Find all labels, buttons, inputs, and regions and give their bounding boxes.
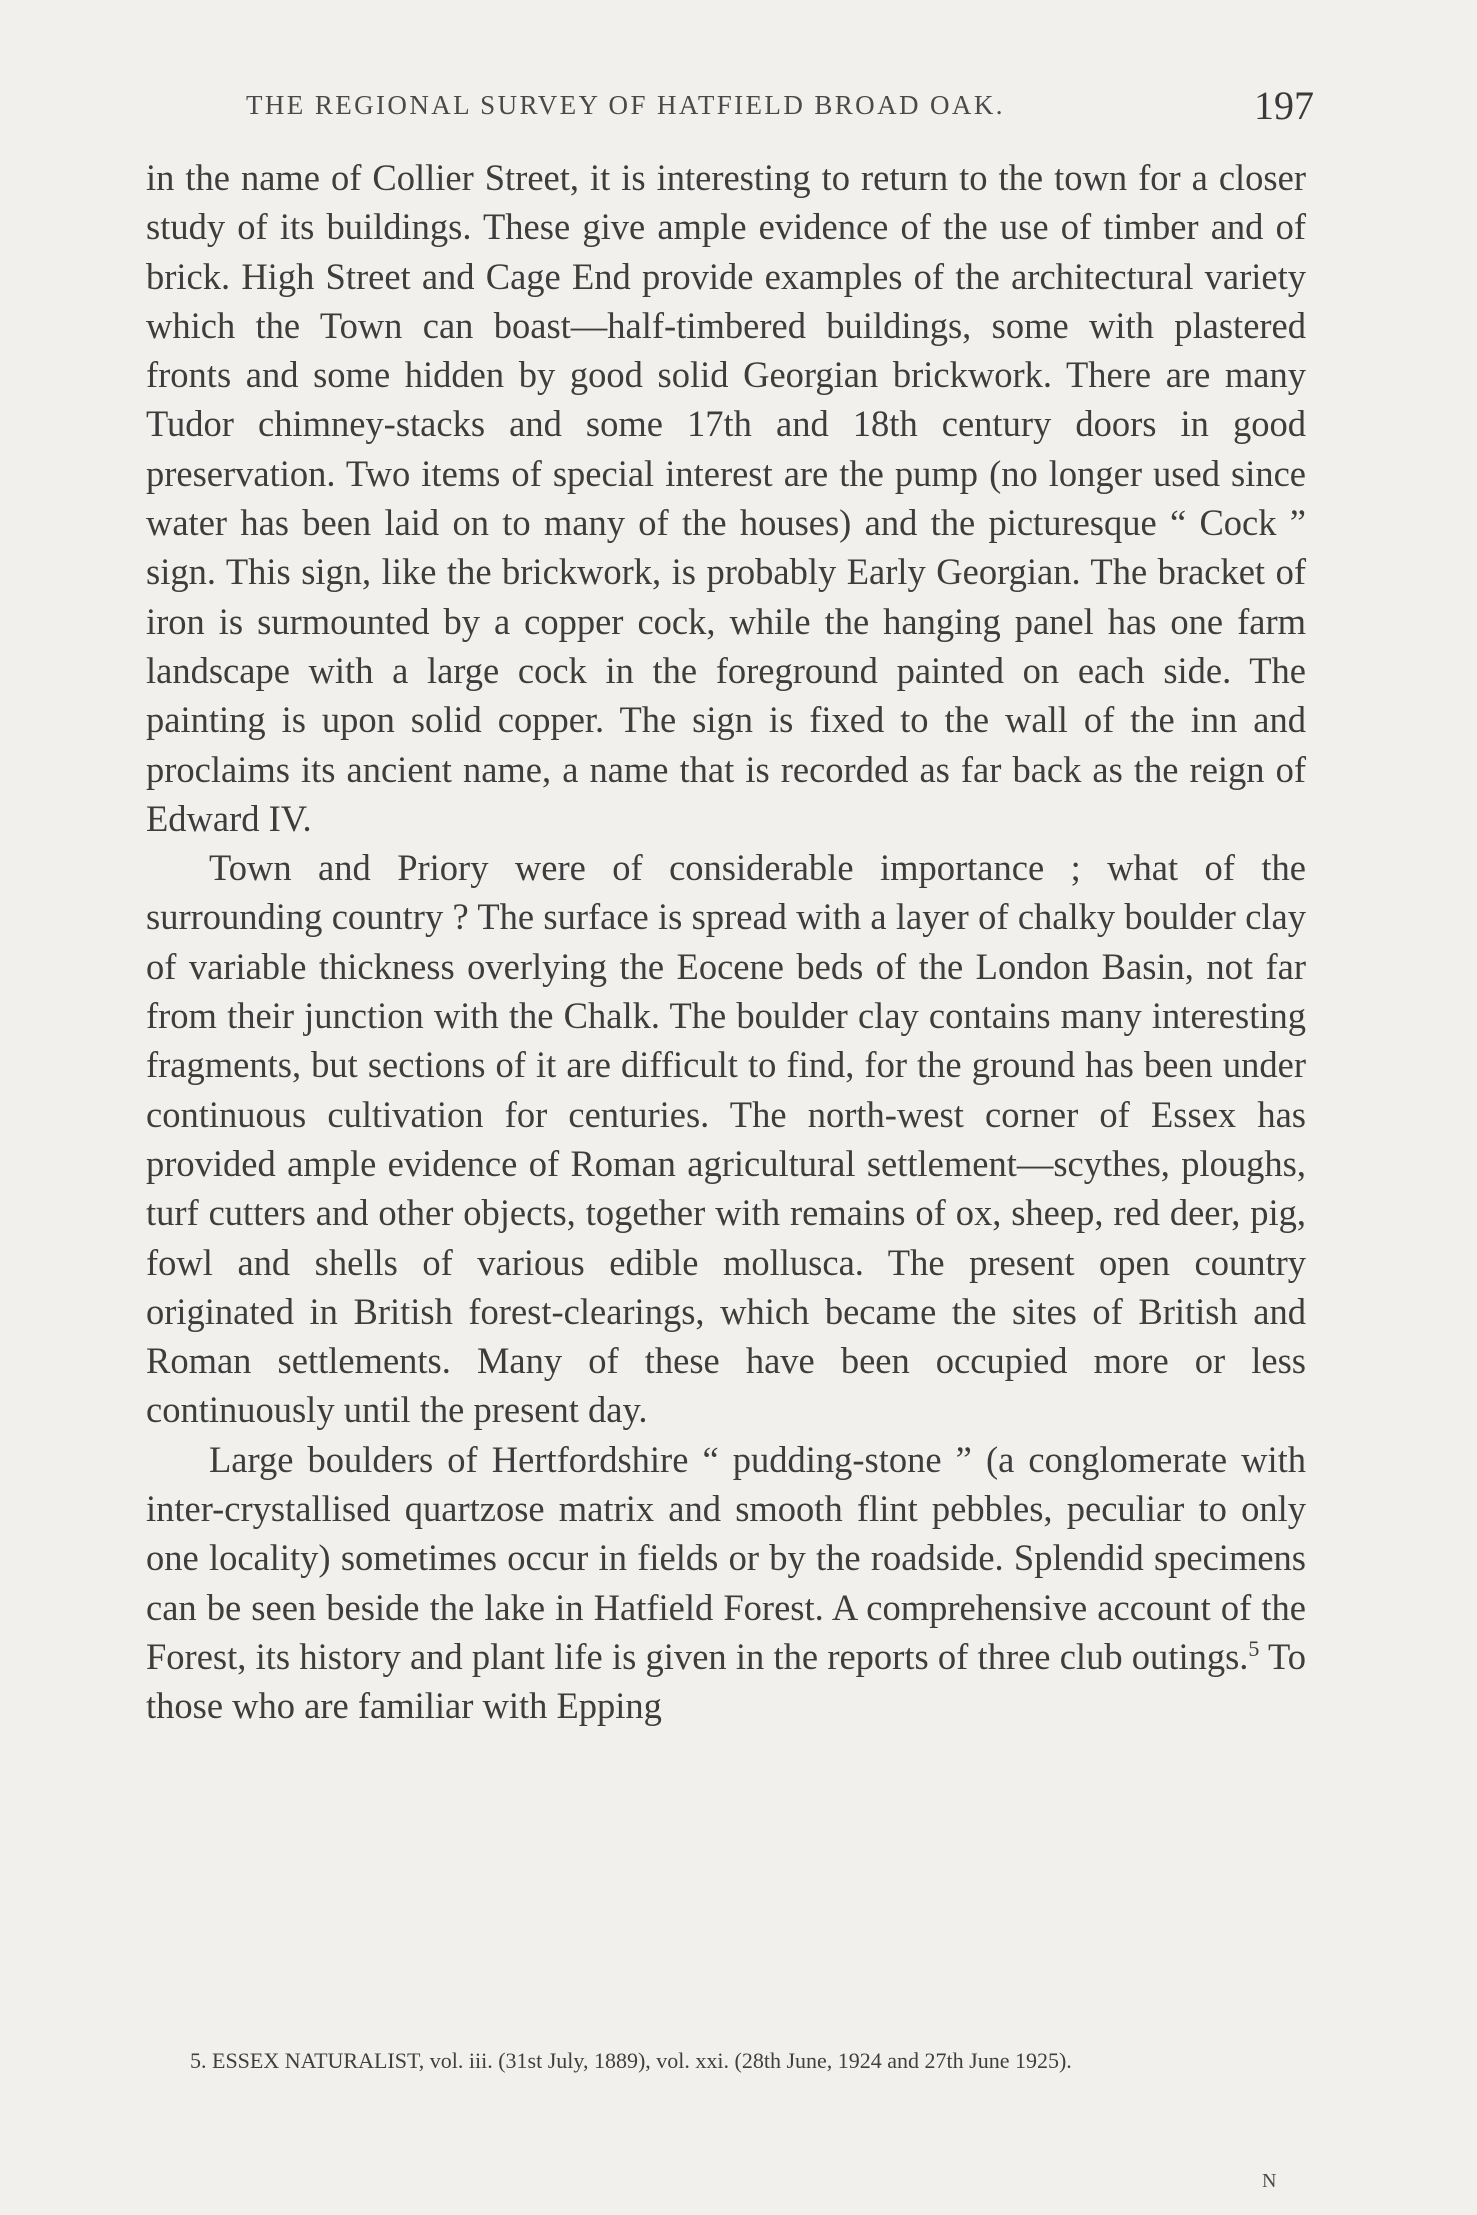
signature-mark: N <box>1262 2170 1277 2192</box>
paragraph-3-tail: To those who are familiar with Epping <box>146 1635 1306 1727</box>
body-text <box>146 153 1306 1731</box>
paragraph-1: in the name of Collier Street, it is interesting to return to the town for a closer study of its buildings. These give ample evidence of the use of timber and of brick. High Street and Cage End provide examples of the architectural variety which the Town can boast—half-timbered buildings, some with plastered fronts and some hidden by good solid Georgian brickwork. There are many Tudor chimney-stacks and some 17th and 18th century doors in good preservation. Two items of special interest are the pump (no longer used since water has been laid on to many of the houses) and the picturesque “ Cock ” sign. This sign, like the brickwork, is probably Early Georgian. The bracket of iron is surmounted by a copper cock, while the hanging panel has one farm landscape with a large cock in the foreground painted on each side. The painting is upon solid copper. The sign is fixed to the wall of the inn and proclaims its ancient name, a name that is recorded as far back as the reign of Edward IV. <box>146 157 1306 839</box>
footnote-reference[interactable]: 5 <box>1248 1635 1260 1661</box>
running-title: THE REGIONAL SURVEY OF HATFIELD BROAD OAK. <box>246 90 1005 120</box>
paragraph-3 <box>146 1435 1306 1731</box>
running-head <box>146 82 1314 132</box>
footnote: 5. ESSEX NATURALIST, vol. iii. (31st July, 1889), vol. xxi. (28th June, 1924 and 27th June 1925). <box>190 2048 1072 2073</box>
paragraph-2: Town and Priory were of considerable importance ; what of the surrounding country ? The surface is spread with a layer of chalky boulder clay of variable thickness overlying the Eocene beds of the London Basin, not far from their junction with the Chalk. The boulder clay contains many interesting fragments, but sections of it are difficult to find, for the ground has been under continuous cultivation for centuries. The north-west corner of Essex has provided ample evidence of Roman agricultural settlement—scythes, ploughs, turf cutters and other objects, together with remains of ox, sheep, red deer, pig, fowl and shells of various edible mollusca. The present open country originated in British forest-clearings, which became the sites of British and Roman settlements. Many of these have been occupied more or less continuously until the present day. <box>146 847 1306 1431</box>
page-number: 197 <box>1254 83 1314 128</box>
paragraph-3-text: Large boulders of Hertfordshire “ pudding-stone ” (a conglomerate with inter-crystallised quartzose matrix and smooth flint pebbles, peculiar to only one locality) sometimes occur in fields or by the roadside. Splendid specimens can be seen beside the lake in Hatfield Forest. A comprehensive account of the Forest, its history and plant life is given in the reports of three club outings. <box>146 1438 1306 1677</box>
